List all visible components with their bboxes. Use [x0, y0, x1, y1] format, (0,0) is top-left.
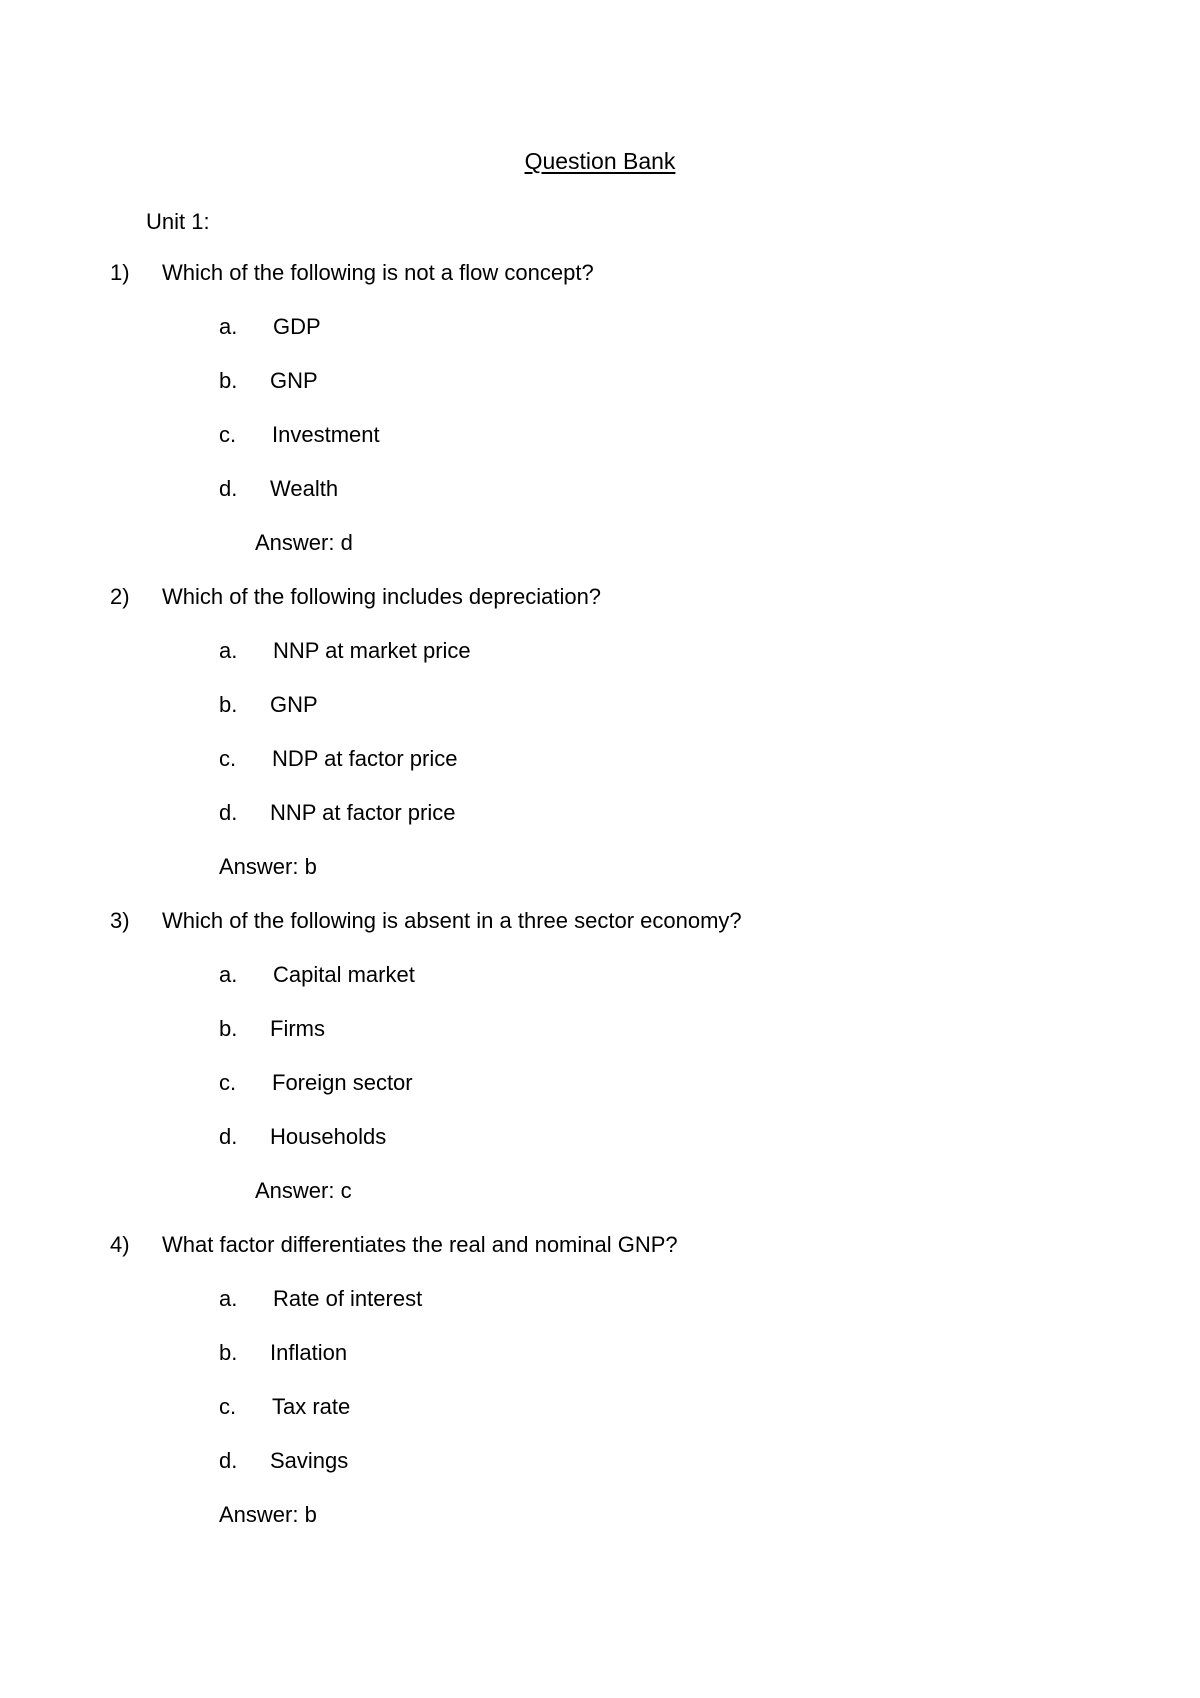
option-text: Foreign sector	[272, 1070, 413, 1095]
option-text: Capital market	[273, 962, 415, 987]
question-text: What factor differentiates the real and nominal GNP?	[162, 1232, 678, 1257]
option-text: NDP at factor price	[272, 746, 458, 771]
option-text: Inflation	[270, 1340, 348, 1365]
option-letter: d.	[219, 1124, 238, 1149]
option-letter: a.	[219, 1286, 238, 1311]
option-letter: b.	[219, 692, 238, 717]
question-text: Which of the following is not a flow concept?	[162, 260, 594, 285]
option-letter: d.	[219, 1448, 238, 1473]
option-text: GNP	[270, 692, 318, 717]
option-text: Investment	[272, 422, 380, 447]
option-letter: b.	[219, 1016, 238, 1041]
option-letter: a.	[219, 314, 238, 339]
option-letter: c.	[219, 1394, 237, 1419]
option-letter: b.	[219, 368, 238, 393]
option-text: Firms	[270, 1016, 325, 1041]
unit-heading: Unit 1:	[146, 209, 210, 234]
option-text: NNP at factor price	[270, 800, 456, 825]
question-text: Which of the following includes depreciation?	[162, 584, 602, 609]
option-text: Tax rate	[272, 1394, 351, 1419]
option-letter: c.	[219, 422, 237, 447]
option-letter: a.	[219, 962, 238, 987]
option-text: Rate of interest	[273, 1286, 423, 1311]
page-title: Question Bank	[524, 148, 676, 174]
option-letter: d.	[219, 800, 238, 825]
answer-text: Answer: c	[255, 1178, 352, 1203]
option-letter: c.	[219, 1070, 237, 1095]
answer-text: Answer: b	[219, 854, 317, 879]
question-text: Which of the following is absent in a three sector economy?	[162, 908, 742, 933]
option-text: Households	[270, 1124, 387, 1149]
answer-text: Answer: b	[219, 1502, 317, 1527]
option-text: GDP	[273, 314, 321, 339]
question-number: 3)	[110, 908, 130, 933]
option-letter: a.	[219, 638, 238, 663]
option-text: Savings	[270, 1448, 349, 1473]
question-number: 1)	[110, 260, 130, 285]
option-letter: c.	[219, 746, 237, 771]
question-number: 4)	[110, 1232, 130, 1257]
option-letter: b.	[219, 1340, 238, 1365]
option-text: NNP at market price	[273, 638, 471, 663]
answer-text: Answer: d	[255, 530, 353, 555]
question-number: 2)	[110, 584, 130, 609]
option-letter: d.	[219, 476, 238, 501]
option-text: Wealth	[270, 476, 339, 501]
option-text: GNP	[270, 368, 318, 393]
